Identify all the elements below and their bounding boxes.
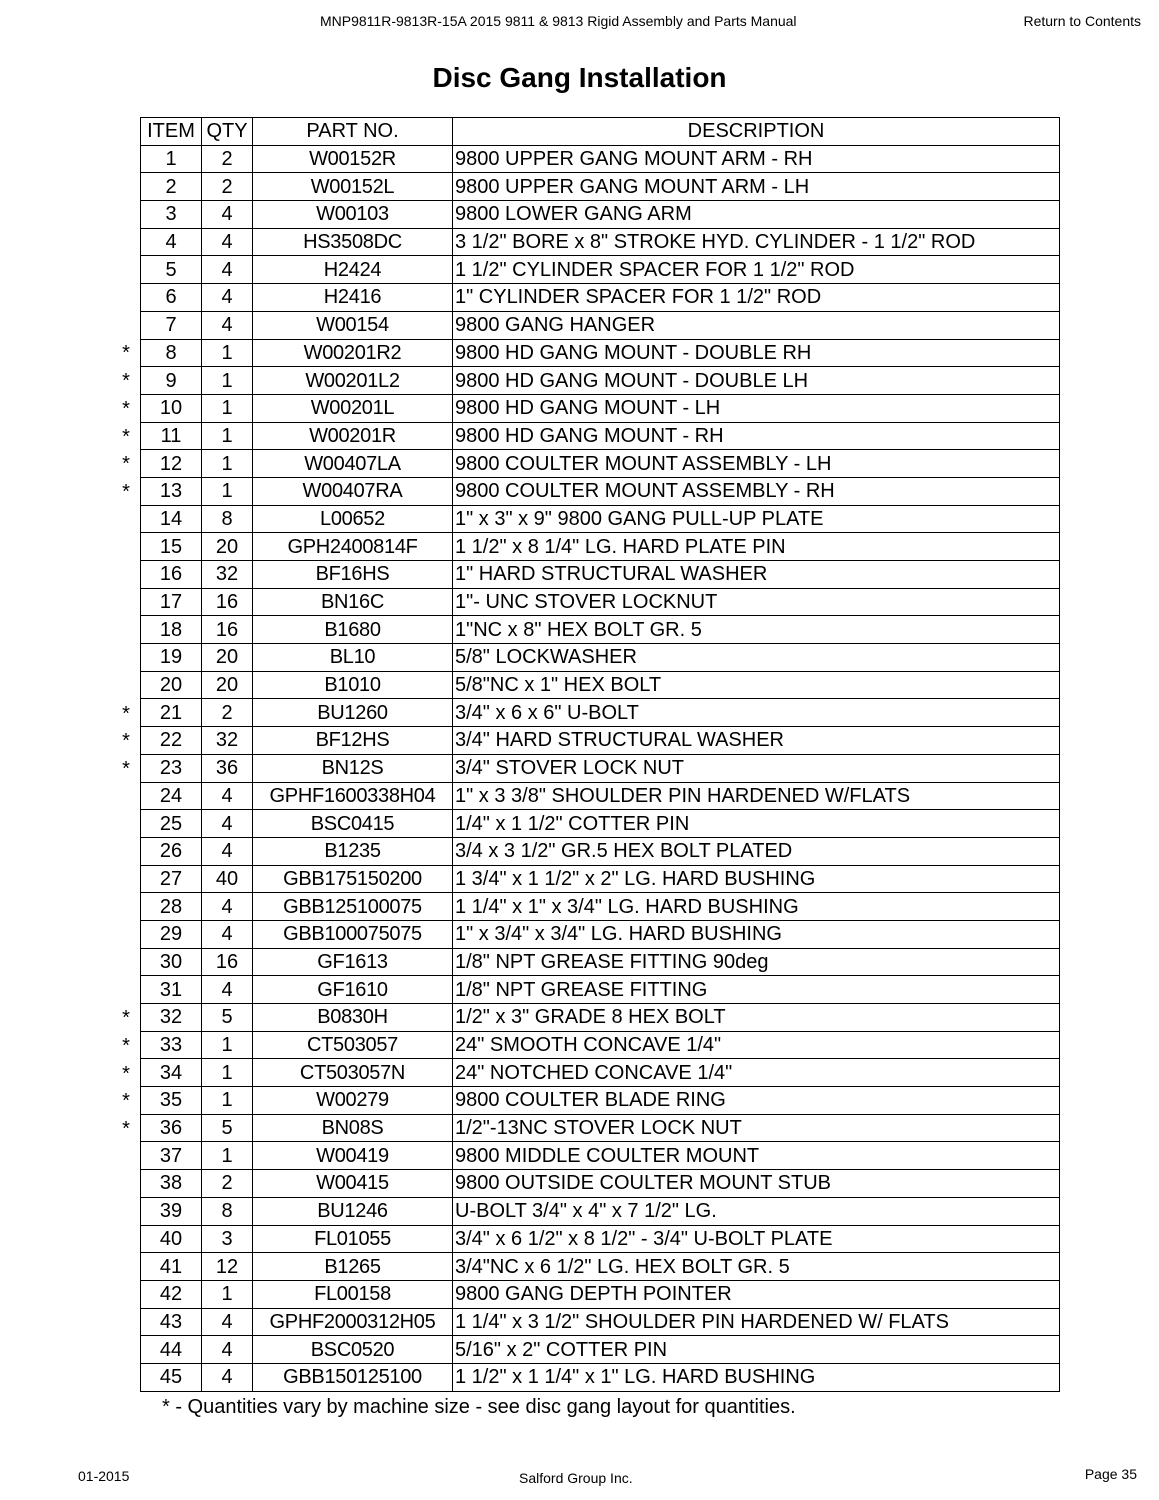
qty-cell: 4 (202, 810, 253, 838)
qty-cell: 4 (202, 893, 253, 921)
item-cell: 40 (141, 1225, 202, 1253)
table-row (141, 616, 1060, 644)
part-number-cell: GBB100075075 (253, 920, 453, 948)
description-cell: 9800 UPPER GANG MOUNT ARM - RH (453, 145, 1060, 173)
description-cell: 9800 OUTSIDE COULTER MOUNT STUB (453, 1170, 1060, 1198)
qty-cell: 16 (202, 948, 253, 976)
description-cell: 9800 HD GANG MOUNT - DOUBLE LH (453, 367, 1060, 395)
table-row (141, 311, 1060, 339)
part-number-cell: W00419 (253, 1142, 453, 1170)
part-number-cell: W00152R (253, 145, 453, 173)
description-cell: 3/4" STOVER LOCK NUT (453, 754, 1060, 782)
part-number-cell: GPHF2000312H05 (253, 1308, 453, 1336)
item-cell: 38 (141, 1170, 202, 1198)
qty-cell: 32 (202, 561, 253, 589)
item-cell: 8 (141, 339, 202, 367)
part-number-cell: BN12S (253, 754, 453, 782)
footer-company: Salford Group Inc. (519, 1470, 633, 1486)
varies-by-size-marker: * (122, 730, 130, 753)
table-row (141, 256, 1060, 284)
description-cell: 5/8"NC x 1" HEX BOLT (453, 671, 1060, 699)
return-to-contents-link[interactable]: Return to Contents (1023, 13, 1141, 29)
part-number-cell: W00201L (253, 394, 453, 422)
qty-cell: 20 (202, 671, 253, 699)
qty-cell: 1 (202, 339, 253, 367)
item-cell: 16 (141, 561, 202, 589)
table-row (141, 588, 1060, 616)
item-cell: 13 (141, 477, 202, 505)
part-number-cell: B1680 (253, 616, 453, 644)
table-row (141, 561, 1060, 589)
part-number-cell: GBB150125100 (253, 1363, 453, 1391)
part-number-cell: B1235 (253, 837, 453, 865)
item-cell: 35 (141, 1087, 202, 1115)
item-cell: 32 (141, 1004, 202, 1032)
item-cell: 18 (141, 616, 202, 644)
part-number-cell: W00103 (253, 201, 453, 229)
qty-cell: 1 (202, 1280, 253, 1308)
varies-by-size-marker: * (122, 757, 130, 780)
description-cell: 9800 COULTER MOUNT ASSEMBLY - RH (453, 477, 1060, 505)
table-row (141, 1004, 1060, 1032)
varies-by-size-marker: * (122, 1090, 130, 1113)
description-cell: 1" CYLINDER SPACER FOR 1 1/2" ROD (453, 284, 1060, 312)
table-row (141, 754, 1060, 782)
table-row (141, 1363, 1060, 1391)
item-cell: 12 (141, 450, 202, 478)
item-cell: 14 (141, 505, 202, 533)
part-number-cell: W00154 (253, 311, 453, 339)
qty-cell: 4 (202, 976, 253, 1004)
qty-cell: 4 (202, 228, 253, 256)
part-number-cell: W00415 (253, 1170, 453, 1198)
table-row (141, 727, 1060, 755)
table-row (141, 1087, 1060, 1115)
table-row (141, 367, 1060, 395)
item-cell: 41 (141, 1253, 202, 1281)
item-cell: 39 (141, 1197, 202, 1225)
description-cell: 1 1/4" x 3 1/2" SHOULDER PIN HARDENED W/ FLATS (453, 1308, 1060, 1336)
description-cell: 9800 MIDDLE COULTER MOUNT (453, 1142, 1060, 1170)
description-cell: 1" x 3 3/8" SHOULDER PIN HARDENED W/FLATS (453, 782, 1060, 810)
item-cell: 20 (141, 671, 202, 699)
description-cell: 9800 GANG DEPTH POINTER (453, 1280, 1060, 1308)
description-cell: 9800 COULTER BLADE RING (453, 1087, 1060, 1115)
description-cell: 9800 HD GANG MOUNT - RH (453, 422, 1060, 450)
part-number-cell: BSC0415 (253, 810, 453, 838)
item-cell: 26 (141, 837, 202, 865)
item-cell: 29 (141, 920, 202, 948)
qty-cell: 8 (202, 505, 253, 533)
item-cell: 6 (141, 284, 202, 312)
table-row (141, 782, 1060, 810)
description-cell: 24" NOTCHED CONCAVE 1/4" (453, 1059, 1060, 1087)
qty-cell: 20 (202, 533, 253, 561)
item-cell: 3 (141, 201, 202, 229)
qty-cell: 4 (202, 837, 253, 865)
table-row (141, 477, 1060, 505)
qty-cell: 1 (202, 1087, 253, 1115)
part-number-cell: GF1613 (253, 948, 453, 976)
qty-cell: 16 (202, 588, 253, 616)
part-number-cell: W00279 (253, 1087, 453, 1115)
column-header-part-no: PART NO. (253, 118, 453, 146)
part-number-cell: W00201L2 (253, 367, 453, 395)
description-cell: 1" x 3/4" x 3/4" LG. HARD BUSHING (453, 920, 1060, 948)
part-number-cell: FL01055 (253, 1225, 453, 1253)
item-cell: 15 (141, 533, 202, 561)
table-row (141, 1197, 1060, 1225)
qty-cell: 2 (202, 145, 253, 173)
item-cell: 4 (141, 228, 202, 256)
table-row (141, 284, 1060, 312)
table-row (141, 173, 1060, 201)
table-row (141, 865, 1060, 893)
table-row (141, 422, 1060, 450)
page-title: Disc Gang Installation (432, 62, 727, 93)
part-number-cell: B1265 (253, 1253, 453, 1281)
description-cell: 1 1/2" x 8 1/4" LG. HARD PLATE PIN (453, 533, 1060, 561)
qty-cell: 8 (202, 1197, 253, 1225)
item-cell: 22 (141, 727, 202, 755)
document-header-title: MNP9811R-9813R-15A 2015 9811 & 9813 Rigid Assembly and Parts Manual (320, 13, 797, 29)
varies-by-size-marker: * (122, 1034, 130, 1057)
table-row (141, 920, 1060, 948)
item-cell: 31 (141, 976, 202, 1004)
qty-cell: 4 (202, 256, 253, 284)
table-row (141, 699, 1060, 727)
qty-cell: 5 (202, 1004, 253, 1032)
part-number-cell: BL10 (253, 644, 453, 672)
table-row (141, 1170, 1060, 1198)
part-number-cell: BF12HS (253, 727, 453, 755)
part-number-cell: BSC0520 (253, 1336, 453, 1364)
table-row (141, 810, 1060, 838)
qty-cell: 3 (202, 1225, 253, 1253)
qty-cell: 4 (202, 920, 253, 948)
table-row (141, 1059, 1060, 1087)
description-cell: 1"NC x 8" HEX BOLT GR. 5 (453, 616, 1060, 644)
description-cell: 9800 COULTER MOUNT ASSEMBLY - LH (453, 450, 1060, 478)
item-cell: 36 (141, 1114, 202, 1142)
qty-cell: 40 (202, 865, 253, 893)
qty-cell: 1 (202, 1031, 253, 1059)
qty-cell: 1 (202, 477, 253, 505)
description-cell: 1" HARD STRUCTURAL WASHER (453, 561, 1060, 589)
table-row (141, 1280, 1060, 1308)
description-cell: 1 1/4" x 1" x 3/4" LG. HARD BUSHING (453, 893, 1060, 921)
varies-by-size-marker: * (122, 425, 130, 448)
table-row (141, 893, 1060, 921)
varies-by-size-marker: * (122, 702, 130, 725)
qty-cell: 20 (202, 644, 253, 672)
table-row (141, 228, 1060, 256)
item-cell: 21 (141, 699, 202, 727)
column-header-qty: QTY (202, 118, 253, 146)
qty-cell: 2 (202, 1170, 253, 1198)
description-cell: 1/4" x 1 1/2" COTTER PIN (453, 810, 1060, 838)
description-cell: 9800 UPPER GANG MOUNT ARM - LH (453, 173, 1060, 201)
description-cell: 3/4 x 3 1/2" GR.5 HEX BOLT PLATED (453, 837, 1060, 865)
description-cell: 9800 GANG HANGER (453, 311, 1060, 339)
qty-cell: 1 (202, 422, 253, 450)
part-number-cell: CT503057N (253, 1059, 453, 1087)
qty-cell: 1 (202, 1142, 253, 1170)
item-cell: 7 (141, 311, 202, 339)
item-cell: 17 (141, 588, 202, 616)
table-header-row (141, 118, 1060, 146)
item-cell: 2 (141, 173, 202, 201)
column-header-item: ITEM (141, 118, 202, 146)
table-row (141, 976, 1060, 1004)
description-cell: 5/16" x 2" COTTER PIN (453, 1336, 1060, 1364)
item-cell: 19 (141, 644, 202, 672)
part-number-cell: GF1610 (253, 976, 453, 1004)
description-cell: 3/4" x 6 x 6" U-BOLT (453, 699, 1060, 727)
qty-cell: 2 (202, 173, 253, 201)
item-cell: 1 (141, 145, 202, 173)
part-number-cell: BU1246 (253, 1197, 453, 1225)
qty-cell: 36 (202, 754, 253, 782)
qty-cell: 1 (202, 450, 253, 478)
item-cell: 10 (141, 394, 202, 422)
varies-by-size-marker: * (122, 397, 130, 420)
item-cell: 42 (141, 1280, 202, 1308)
item-cell: 11 (141, 422, 202, 450)
part-number-cell: BF16HS (253, 561, 453, 589)
part-number-cell: BN08S (253, 1114, 453, 1142)
part-number-cell: W00407RA (253, 477, 453, 505)
table-row (141, 644, 1060, 672)
qty-cell: 5 (202, 1114, 253, 1142)
qty-cell: 4 (202, 284, 253, 312)
qty-cell: 4 (202, 1308, 253, 1336)
description-cell: 1 3/4" x 1 1/2" x 2" LG. HARD BUSHING (453, 865, 1060, 893)
description-cell: 3/4" x 6 1/2" x 8 1/2" - 3/4" U-BOLT PLATE (453, 1225, 1060, 1253)
part-number-cell: B0830H (253, 1004, 453, 1032)
description-cell: 1/2" x 3" GRADE 8 HEX BOLT (453, 1004, 1060, 1032)
item-cell: 27 (141, 865, 202, 893)
part-number-cell: GPH2400814F (253, 533, 453, 561)
description-cell: 1 1/2" CYLINDER SPACER FOR 1 1/2" ROD (453, 256, 1060, 284)
table-row (141, 1225, 1060, 1253)
description-cell: 3/4"NC x 6 1/2" LG. HEX BOLT GR. 5 (453, 1253, 1060, 1281)
qty-cell: 2 (202, 699, 253, 727)
table-row (141, 505, 1060, 533)
varies-by-size-marker: * (122, 342, 130, 365)
description-cell: 3 1/2" BORE x 8" STROKE HYD. CYLINDER - 1 1/2" ROD (453, 228, 1060, 256)
item-cell: 44 (141, 1336, 202, 1364)
qty-cell: 16 (202, 616, 253, 644)
varies-by-size-marker: * (122, 480, 130, 503)
description-cell: 1 1/2" x 1 1/4" x 1" LG. HARD BUSHING (453, 1363, 1060, 1391)
footer-date: 01-2015 (78, 1468, 130, 1484)
description-cell: 3/4" HARD STRUCTURAL WASHER (453, 727, 1060, 755)
qty-cell: 1 (202, 367, 253, 395)
column-header-description: DESCRIPTION (453, 118, 1060, 146)
varies-by-size-marker: * (122, 1007, 130, 1030)
footnote: * - Quantities vary by machine size - see disc gang layout for quantities. (162, 1396, 796, 1418)
table-row (141, 837, 1060, 865)
qty-cell: 4 (202, 201, 253, 229)
description-cell: 1/2"-13NC STOVER LOCK NUT (453, 1114, 1060, 1142)
part-number-cell: BN16C (253, 588, 453, 616)
item-cell: 5 (141, 256, 202, 284)
part-number-cell: FL00158 (253, 1280, 453, 1308)
varies-by-size-marker: * (122, 1062, 130, 1085)
item-cell: 28 (141, 893, 202, 921)
table-row (141, 1253, 1060, 1281)
table-row (141, 533, 1060, 561)
qty-cell: 4 (202, 1363, 253, 1391)
item-cell: 37 (141, 1142, 202, 1170)
item-cell: 30 (141, 948, 202, 976)
varies-by-size-marker: * (122, 370, 130, 393)
item-cell: 43 (141, 1308, 202, 1336)
table-row (141, 671, 1060, 699)
table-row (141, 1308, 1060, 1336)
table-row (141, 1114, 1060, 1142)
item-cell: 45 (141, 1363, 202, 1391)
table-row (141, 201, 1060, 229)
varies-by-size-marker: * (122, 1118, 130, 1140)
part-number-cell: W00201R (253, 422, 453, 450)
parts-table-body (141, 145, 1060, 1391)
table-row (141, 1142, 1060, 1170)
item-cell: 25 (141, 810, 202, 838)
description-cell: 1/8" NPT GREASE FITTING 90deg (453, 948, 1060, 976)
item-cell: 9 (141, 367, 202, 395)
table-row (141, 1031, 1060, 1059)
description-cell: 1"- UNC STOVER LOCKNUT (453, 588, 1060, 616)
table-row (141, 394, 1060, 422)
table-row (141, 1336, 1060, 1364)
table-row (141, 948, 1060, 976)
item-cell: 34 (141, 1059, 202, 1087)
qty-cell: 4 (202, 782, 253, 810)
description-cell: 9800 HD GANG MOUNT - DOUBLE RH (453, 339, 1060, 367)
table-row (141, 145, 1060, 173)
part-number-cell: B1010 (253, 671, 453, 699)
qty-cell: 4 (202, 1336, 253, 1364)
item-cell: 23 (141, 754, 202, 782)
description-cell: U-BOLT 3/4" x 4" x 7 1/2" LG. (453, 1197, 1060, 1225)
part-number-cell: W00152L (253, 173, 453, 201)
qty-cell: 12 (202, 1253, 253, 1281)
qty-cell: 1 (202, 1059, 253, 1087)
table-row (141, 339, 1060, 367)
part-number-cell: HS3508DC (253, 228, 453, 256)
part-number-cell: W00407LA (253, 450, 453, 478)
varies-by-size-marker: * (122, 453, 130, 476)
part-number-cell: W00201R2 (253, 339, 453, 367)
description-cell: 9800 LOWER GANG ARM (453, 201, 1060, 229)
item-cell: 33 (141, 1031, 202, 1059)
description-cell: 5/8" LOCKWASHER (453, 644, 1060, 672)
part-number-cell: L00652 (253, 505, 453, 533)
part-number-cell: GBB175150200 (253, 865, 453, 893)
part-number-cell: CT503057 (253, 1031, 453, 1059)
part-number-cell: H2424 (253, 256, 453, 284)
footer-page-number: Page 35 (1084, 1466, 1137, 1482)
description-cell: 1" x 3" x 9" 9800 GANG PULL-UP PLATE (453, 505, 1060, 533)
qty-cell: 1 (202, 394, 253, 422)
qty-cell: 32 (202, 727, 253, 755)
part-number-cell: BU1260 (253, 699, 453, 727)
description-cell: 24" SMOOTH CONCAVE 1/4" (453, 1031, 1060, 1059)
qty-cell: 4 (202, 311, 253, 339)
description-cell: 1/8" NPT GREASE FITTING (453, 976, 1060, 1004)
table-row (141, 450, 1060, 478)
description-cell: 9800 HD GANG MOUNT - LH (453, 394, 1060, 422)
part-number-cell: GBB125100075 (253, 893, 453, 921)
part-number-cell: GPHF1600338H04 (253, 782, 453, 810)
part-number-cell: H2416 (253, 284, 453, 312)
parts-table (140, 117, 1060, 1392)
item-cell: 24 (141, 782, 202, 810)
